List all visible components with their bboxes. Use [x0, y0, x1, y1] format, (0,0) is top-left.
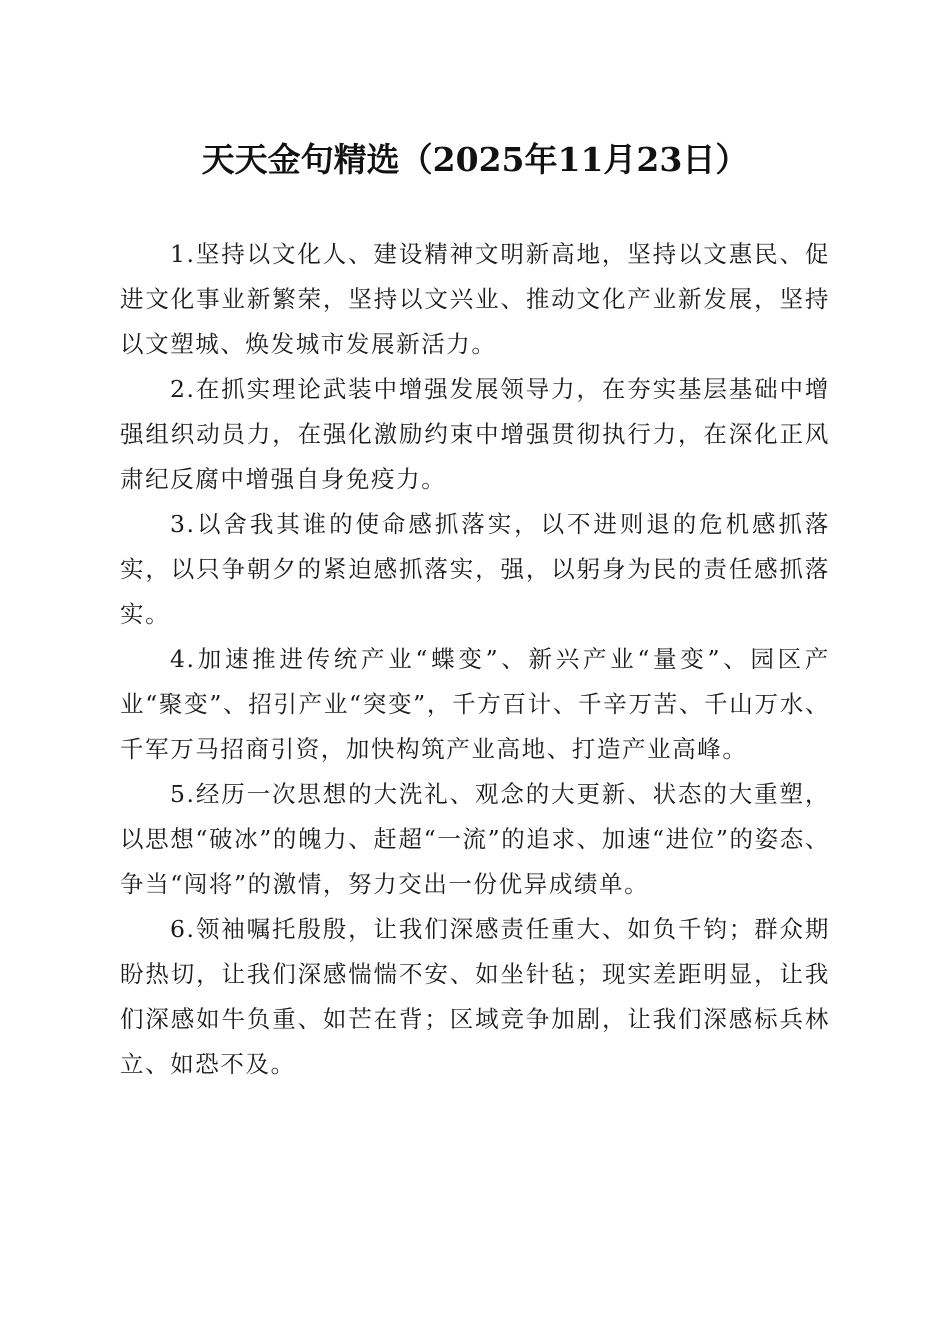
paragraph-6: 6.领袖嘱托殷殷，让我们深感责任重大、如负千钧；群众期盼热切，让我们深感惴惴不安、如坐针毡；现实差距明显，让我们深感如牛负重、如芒在背；区域竞争加剧，让我们深感标兵林立、如恐不及。 — [120, 915, 830, 1078]
paragraph-4: 4.加速推进传统产业“蝶变”、新兴产业“量变”、园区产业“聚变”、招引产业“突变”，千方百计、千辛万苦、千山万水、千军万马招商引资，加快构筑产业高地、打造产业高峰。 — [120, 645, 830, 763]
paragraph-3: 3.以舍我其谁的使命感抓落实，以不进则退的危机感抓落实，以只争朝夕的紧迫感抓落实，强，以躬身为民的责任感抓落实。 — [120, 510, 830, 628]
paragraph-2: 2.在抓实理论武装中增强发展领导力，在夯实基层基础中增强组织动员力，在强化激励约束中增强贯彻执行力，在深化正风肃纪反腐中增强自身免疫力。 — [120, 375, 830, 493]
document-body — [120, 232, 830, 1087]
paragraph-1: 1.坚持以文化人、建设精神文明新高地，坚持以文惠民、促进文化事业新繁荣，坚持以文兴业、推动文化产业新发展，坚持以文塑城、焕发城市发展新活力。 — [120, 240, 830, 358]
page-title: 天天金句精选（2025年11月23日） — [201, 140, 749, 179]
paragraph-5: 5.经历一次思想的大洗礼、观念的大更新、状态的大重塑，以思想“破冰”的魄力、赶超“一流”的追求、加速“进位”的姿态、争当“闯将”的激情，努力交出一份优异成绩单。 — [120, 780, 830, 898]
